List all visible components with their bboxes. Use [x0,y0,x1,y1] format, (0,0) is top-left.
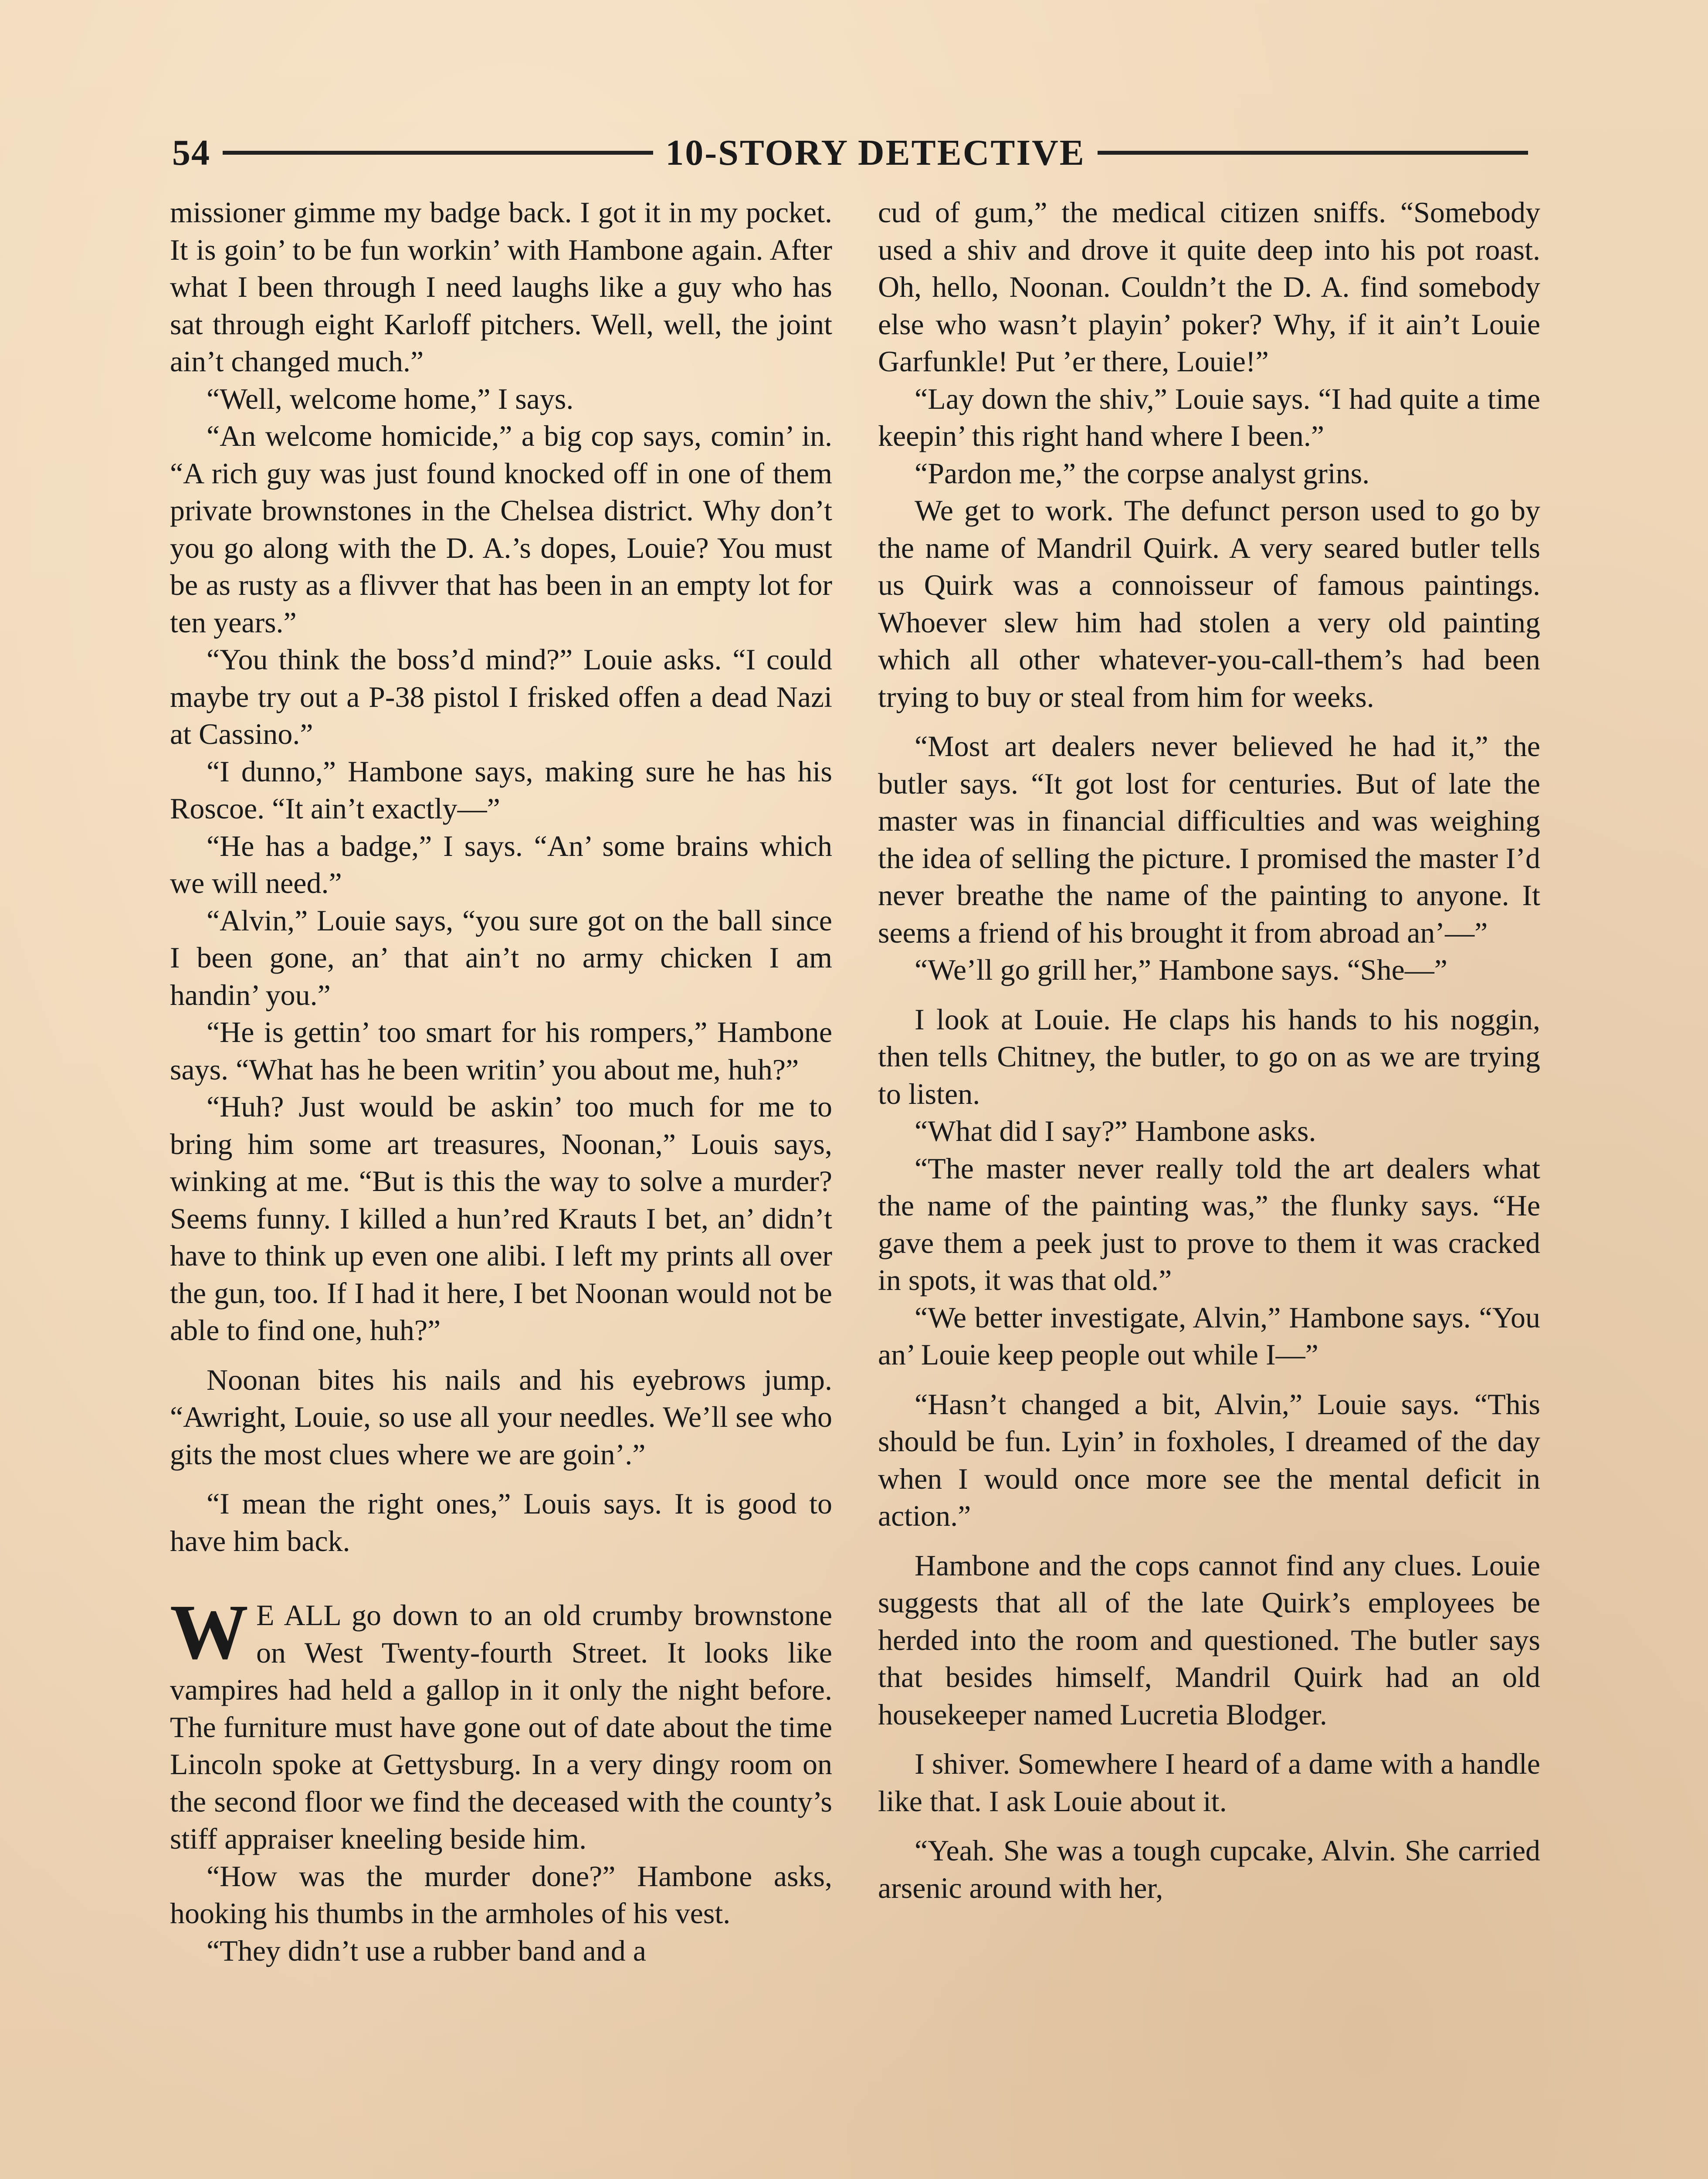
paragraph: Noonan bites his nails and his eyebrows jump. “Awright, Louie, so use all your needles. We’ll see who gits the most clues where we are goin’.” [170,1363,832,1471]
paragraph: “They didn’t use a rubber band and a [207,1934,646,1967]
paragraph: “Lay down the shiv,” Louie says. “I had quite a time keepin’ this right hand where I been.” [878,382,1540,452]
paragraph: “Most art dealers never believed he had it,” the butler says. “It got lost for centuries. But of late the master was in financial difficulties and was weighing the idea of selling the picture. I promised the master I’d never breathe the name of the painting to anyone. It seems a friend of his brought it from abroad an’—” [878,730,1540,949]
paragraph: “Well, welcome home,” I says. [207,382,574,415]
header-rule-right [1098,151,1528,155]
paragraph: cud of gum,” the medical citizen sniffs. “Somebody used a shiv and drove it quite deep into his pot roast. Oh, hello, Noonan. Couldn’t the D. A. find somebody else who wasn’t playin’ poker? Why, if it ain’t Louie Garfunkle! Put ’er there, Louie!” [878,196,1540,378]
paragraph: missioner gimme my badge back. I got it in my pocket. It is goin’ to be fun workin’ with Hambone again. After what I been through I need laughs like a guy who has sat through eight Karloff pitchers. Well, well, the joint ain’t changed much.” [170,196,832,378]
paragraph: “I dunno,” Hambone says, making sure he has his Roscoe. “It ain’t exactly—” [170,754,832,825]
paragraph: I look at Louie. He claps his hands to his noggin, then tells Chitney, the butler, to go on as we are trying to listen. [878,1002,1540,1110]
magazine-title: 10-STORY DETECTIVE [665,132,1085,173]
paragraph: “How was the murder done?” Hambone asks, hooking his thumbs in the armholes of his vest. [170,1859,832,1930]
paragraph: “We’ll go grill her,” Hambone says. “She—” [915,953,1447,986]
paragraph: “He has a badge,” I says. “An’ some brains which we will need.” [170,829,832,899]
paragraph: “He is gettin’ too smart for his rompers,” Hambone says. “What has he been writin’ you about me, huh?” [170,1015,832,1086]
paragraph: We get to work. The defunct person used to go by the name of Mandril Quirk. A very seared butler tells us Quirk was a connoisseur of famous paintings. Whoever slew him had stolen a very old painting which all other whatever-you-call-them’s had been trying to buy or steal from him for weeks. [878,494,1540,713]
paragraph: “Hasn’t changed a bit, Alvin,” Louie says. “This should be fun. Lyin’ in foxholes, I dreamed of the day when I would once more see the mental deficit in action.” [878,1387,1540,1532]
paragraph: “The master never really told the art dealers what the name of the painting was,” the flunky says. “He gave them a peek just to prove to them it was cracked in spots, it was that old.” [878,1151,1540,1297]
paragraph: “You think the boss’d mind?” Louie asks. “I could maybe try out a P-38 pistol I frisked offen a dead Nazi at Cassino.” [170,643,832,750]
paragraph: “Alvin,” Louie says, “you sure got on the ball since I been gone, an’ that ain’t no army chicken I am handin’ you.” [170,903,832,1011]
page-header [172,126,1540,179]
paragraph: “I mean the right ones,” Louis says. It is good to have him back. [170,1487,832,1558]
paragraph: I shiver. Somewhere I heard of a dame with a handle like that. I ask Louie about it. [878,1747,1540,1818]
paragraph: Hambone and the cops cannot find any clues. Louie suggests that all of the late Quirk’s employees be herded into the room and questioned. The butler says that besides himself, Mandril Quirk had an old housekeeper named Lucretia Blodger. [878,1548,1540,1731]
paragraph: “Yeah. She was a tough cupcake, Alvin. She carried arsenic around with her, [878,1834,1540,1904]
left-column [170,194,832,1969]
section-opening-text: E ALL go down to an old crumby brownstone on West Twenty-fourth Street. It looks like vampires had held a gallop in it only the night before. The furniture must have gone out of date about the time Lincoln spoke at Gettysburg. In a very dingy room on the second floor we find the deceased with the county’s stiff appraiser kneeling beside him. [170,1599,832,1855]
paragraph: “An welcome homicide,” a big cop says, comin’ in. “A rich guy was just found knocked off in one of them private brownstones in the Chelsea district. Why don’t you go along with the D. A.’s dopes, Louie? You must be as rusty as a flivver that has been in an empty lot for ten years.” [170,419,832,639]
section-opening [170,1588,832,1858]
paragraph: “What did I say?” Hambone asks. [915,1114,1316,1147]
right-column [878,194,1540,1907]
drop-cap: W [170,1588,248,1675]
paragraph: “We better investigate, Alvin,” Hambone says. “You an’ Louie keep people out while I—” [878,1300,1540,1371]
header-rule-left [223,151,653,155]
paragraph: “Pardon me,” the corpse analyst grins. [915,456,1370,490]
paragraph: “Huh? Just would be askin’ too much for me to bring him some art treasures, Noonan,” Louis says, winking at me. “But is this the way to solve a murder? Seems funny. I killed a hun’red Krauts I bet, an’ didn’t have to think up even one alibi. I left my prints all over the gun, too. If I had it here, I bet Noonan would not be able to find one, huh?” [170,1090,832,1347]
page-number: 54 [172,132,210,173]
